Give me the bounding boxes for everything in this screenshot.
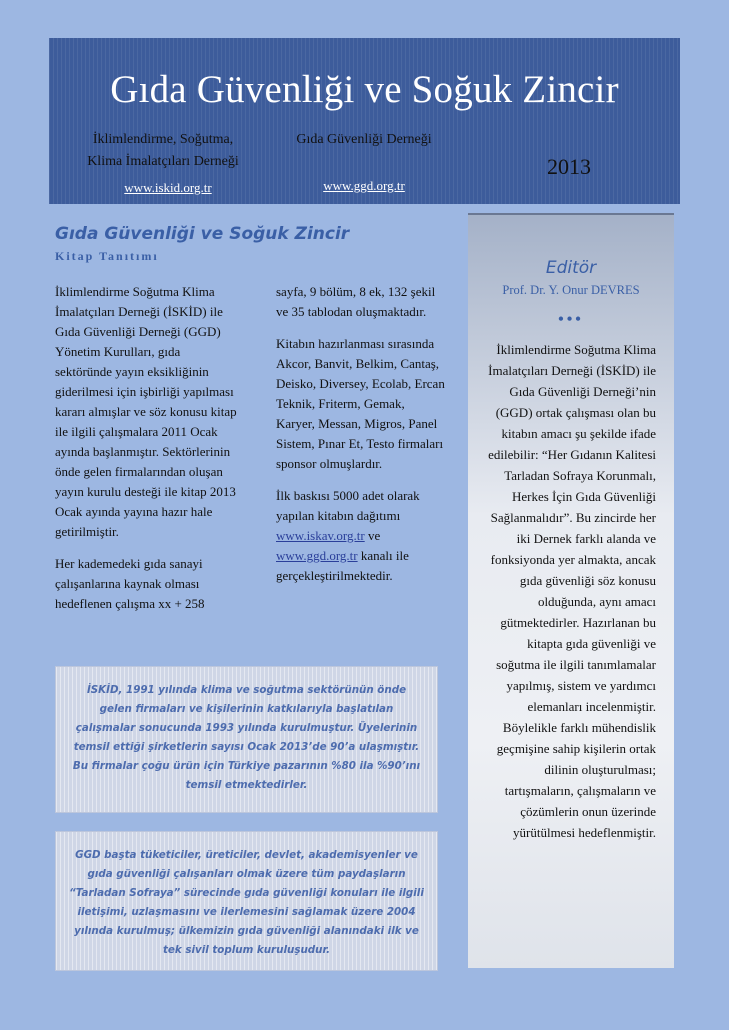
ggd-info-box: GGD başta tüketiciler, üreticiler, devlet, akademisyenler ve gıda güvenliği çalışanları olmak üzere tüm paydaşların “Tarladan Sofraya” sürecinde gıda güvenliği konuları ile ilgili iletişimi, uzlaşmasını ve ilerlemesini sağlamak üzere 2004 yılında kurulmuş; ülkemizin gıda güvenliği alanındaki ilk ve tek sivil toplum kuruluşudur. <box>55 831 438 971</box>
article-column-2 <box>276 282 446 598</box>
iskav-website-link[interactable]: www.iskav.org.tr <box>276 528 365 543</box>
issue-year: 2013 <box>547 154 591 179</box>
article-title: Gıda Güvenliği ve Soğuk Zincir <box>55 224 350 244</box>
newsletter-title: Gıda Güvenliği ve Soğuk Zincir <box>110 68 619 111</box>
iskid-org-line2: Klima İmalatçıları Derneği <box>87 154 239 169</box>
iskid-org-name <box>69 129 257 173</box>
distribution-text-mid: ve <box>367 528 381 543</box>
sidebar-title: Editör <box>545 258 597 278</box>
editor-sidebar <box>468 213 674 968</box>
iskid-info-box: İSKİD, 1991 yılında klima ve soğutma sektörünün önde gelen firmaları ve kişilerinin katkılarıyla başlatılan çalışmalar sonucunda 1993 yılında kurulmuştur. Üyelerinin temsil ettiği şirketlerin sayısı Ocak 2013’de 90’a ulaşmıştır. Bu firmalar çoğu ürün için Türkiye pazarının %80 ila %90’ını temsil etmektedirler. <box>55 666 438 813</box>
article-paragraph: Her kademedeki gıda sanayi çalışanlarına kaynak olması hedeflenen çalışma xx + 258 <box>55 556 205 611</box>
iskid-org-line1: İklimlendirme, Soğutma, <box>92 132 234 147</box>
sidebar-divider-dots: ••• <box>558 311 584 328</box>
ggd-org-name: Gıda Güvenliği Derneği <box>296 132 432 147</box>
article-subtitle: Kitap Tanıtımı <box>55 249 159 263</box>
editor-note: İklimlendirme Soğutma Klima İmalatçıları Derneği (İSKİD) ile Gıda Güvenliği Derneği’nin (GGD) ortak çalışması olan bu kitabın amacı şu şekilde ifade edilebilir: “Her Gıdanın Kalitesi Tarladan Sofraya Korunmalı, Herkes İçin Gıda Güvenliği Sağlanmalıdır”. Bu zincirde her iki Dernek farklı alanda ve fonksiyonda yer almakta, ancak gıda güvenliği söz konusu olduğunda, aynı amacı gütmektedirler. Hazırlanan bu kitapta gıda güvenliği ve soğutma ile ilgili tanımlamalar yapılmış, sistem ve yardımcı elemanları incelenmiştir. Böylelikle farklı mühendislik geçmişine sahip kişilerin ortak dilinin oluşturulması; tartışmaların, çalışmaların ve çözümlerin onun üzerinde yürütülmesi hedeflenmiştir. <box>488 342 656 840</box>
ggd-website-link-inline[interactable]: www.ggd.org.tr <box>276 548 358 563</box>
distribution-text-start: İlk baskısı 5000 adet olarak yapılan kitabın dağıtımı <box>276 488 420 523</box>
article-column-1 <box>55 282 237 626</box>
article-paragraph: İklimlendirme Soğutma Klima İmalatçıları Derneği (İSKİD) ile Gıda Güvenliği Derneği (GGD) Yönetim Kurulları, gıda sektöründe yayın eksikliğinin giderilmesi için işbirliği yapılması kararı almışlar ve söz konusu kitap ile ilgili çalışmalara 2011 Ocak ayında başlanmıştır. Sektörlerinin önde gelen firmalarından oluşan yayın kurulu desteği ile kitap 2013 Ocak ayında yayına hazır hale getirilmiştir. <box>55 284 237 539</box>
article-paragraph-distribution <box>276 486 446 586</box>
header-banner <box>49 38 680 204</box>
sidebar-top-rule <box>468 213 674 215</box>
editor-name: Prof. Dr. Y. Onur DEVRES <box>502 283 640 297</box>
iskid-website-link[interactable]: www.iskid.org.tr <box>124 180 212 195</box>
distribution-text-end: kanalı ile gerçekleştirilmektedir. <box>276 548 409 583</box>
article-paragraph: sayfa, 9 bölüm, 8 ek, 132 şekil ve 35 tablodan oluşmaktadır. <box>276 284 436 319</box>
ggd-website-link[interactable]: www.ggd.org.tr <box>323 178 405 193</box>
article-paragraph: Kitabın hazırlanması sırasında Akcor, Banvit, Belkim, Cantaş, Deisko, Diversey, Ecolab, Ercan Teknik, Friterm, Gemak, Karyer, Messan, Migros, Panel Sistem, Pınar Et, Testo firmaları sponsor olmuşlardır. <box>276 336 445 471</box>
